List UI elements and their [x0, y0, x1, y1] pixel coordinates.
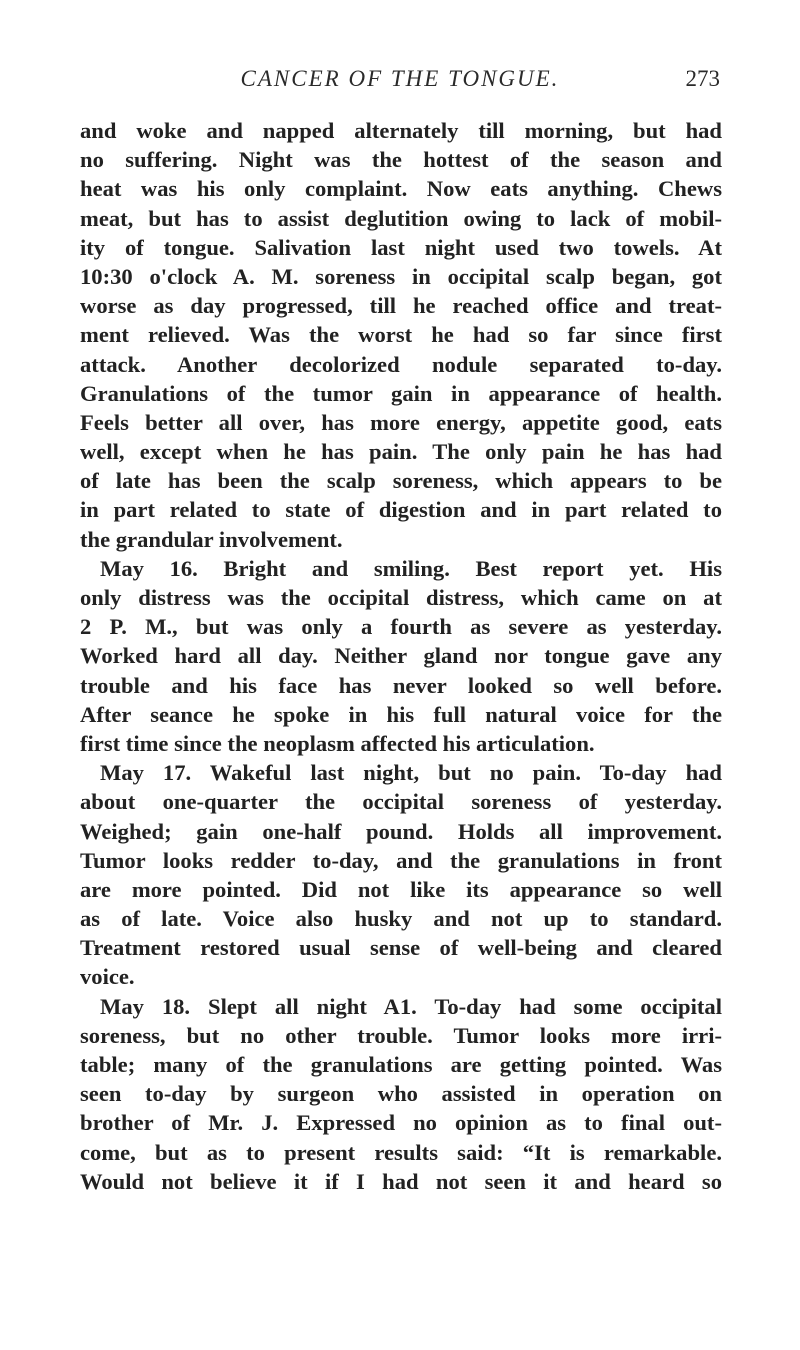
text-line: meat, but has to assist deglutition owing to lack of mobil-	[80, 205, 722, 231]
text-line: ity of tongue. Salivation last night used two towels. At	[80, 234, 722, 260]
page-number: 273	[685, 66, 720, 91]
text-line: Worked hard all day. Neither gland nor tongue gave any	[80, 643, 722, 669]
text-line: about one-quarter the occipital soreness of yesterday.	[80, 789, 722, 815]
text-line: May 17. Wakeful last night, but no pain. To-day had	[100, 760, 722, 786]
text-line: no suffering. Night was the hottest of the season and	[80, 147, 722, 173]
text-line: 10:30 o'clock A. M. soreness in occipital scalp began, got	[80, 263, 722, 289]
text-line: Granulations of the tumor gain in appearance of health.	[80, 380, 722, 406]
text-line: only distress was the occipital distress, which came on at	[80, 585, 722, 610]
text-line: ment relieved. Was the worst he had so far since first	[80, 322, 722, 348]
text-line: well, except when he has pain. The only pain he has had	[80, 439, 722, 465]
text-line: soreness, but no other trouble. Tumor looks more irri-	[80, 1022, 722, 1048]
text-line: seen to-day by surgeon who assisted in operation on	[80, 1081, 722, 1107]
text-line: Would not believe it if I had not seen it and heard so	[80, 1168, 722, 1194]
text-line: come, but as to present results said: “It is remarkable.	[80, 1139, 722, 1165]
text-line: 2 P. M., but was only a fourth as severe as yesterday.	[80, 614, 722, 640]
text-line: brother of Mr. J. Expressed no opinion as to final out-	[80, 1110, 722, 1136]
text-line: table; many of the granulations are getting pointed. Was	[80, 1052, 722, 1077]
text-line: Tumor looks redder to-day, and the granulations in front	[80, 847, 722, 873]
text-line: the grandular involvement.	[80, 526, 343, 552]
text-line: After seance he spoke in his full natural voice for the	[80, 701, 722, 727]
body-text	[80, 116, 722, 1196]
text-line: of late has been the scalp soreness, which appears to be	[80, 468, 722, 494]
running-head	[80, 64, 720, 100]
text-line: as of late. Voice also husky and not up to standard.	[80, 906, 722, 932]
text-line: Weighed; gain one-half pound. Holds all improvement.	[80, 818, 722, 844]
text-line: May 18. Slept all night A1. To-day had some occipital	[100, 993, 722, 1019]
text-line: in part related to state of digestion and in part related to	[80, 497, 722, 523]
running-title: CANCER OF THE TONGUE.	[240, 66, 560, 91]
text-line: first time since the neoplasm affected his articulation.	[80, 730, 595, 756]
text-line: and woke and napped alternately till morning, but had	[80, 118, 722, 143]
text-line: worse as day progressed, till he reached office and treat-	[80, 293, 722, 319]
text-line: are more pointed. Did not like its appearance so well	[80, 876, 722, 902]
text-line: trouble and his face has never looked so well before.	[80, 672, 722, 698]
text-line: Treatment restored usual sense of well-being and cleared	[80, 935, 722, 961]
text-line: May 16. Bright and smiling. Best report yet. His	[100, 555, 722, 581]
text-line: Feels better all over, has more energy, appetite good, eats	[80, 409, 722, 435]
text-line: attack. Another decolorized nodule separated to-day.	[80, 351, 722, 377]
text-line: voice.	[80, 964, 135, 990]
text-line: heat was his only complaint. Now eats anything. Chews	[80, 176, 722, 202]
